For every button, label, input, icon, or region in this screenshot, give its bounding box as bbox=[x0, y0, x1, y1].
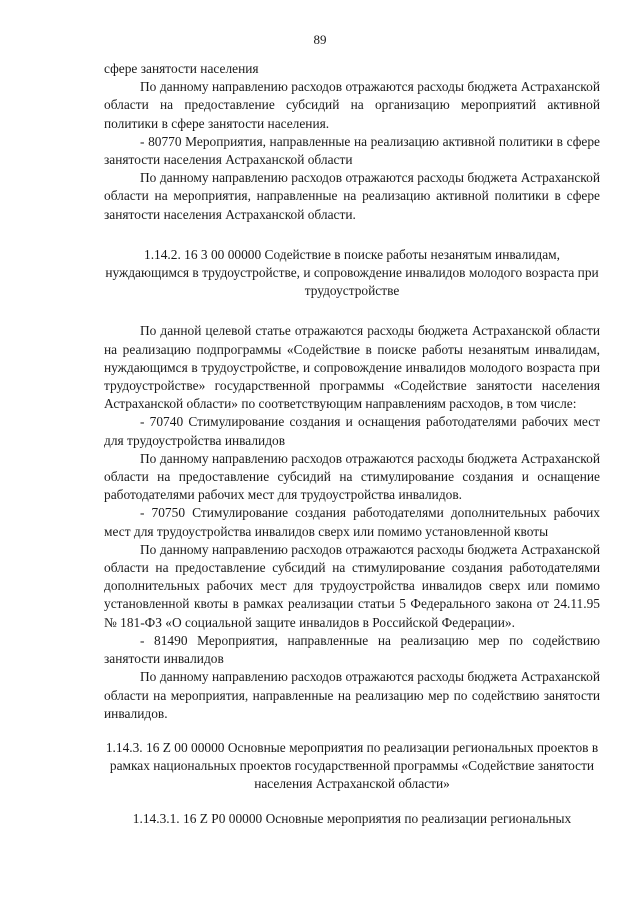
section-heading: 1.14.3.1. 16 Z P0 00000 Основные мероприятия по реализации региональных bbox=[132, 810, 572, 826]
paragraph: - 81490 Мероприятия, направленные на реализацию мер по содействию занятости инвалидов bbox=[104, 632, 600, 667]
spacer bbox=[104, 224, 600, 246]
paragraph: По данной целевой статье отражаются расходы бюджета Астраханской области на реализацию подпрограммы «Содействие в поиске работы незанятым инвалидам, нуждающимся в трудоустройстве, и сопровождение инвалидов молодого возраста при трудоустройстве» государственной программы «Содействие занятости населения Астраханской области» по соответствующим направлениям расходов, в том числе: bbox=[104, 323, 600, 412]
section-heading: 1.14.2. 16 3 00 00000 Содействие в поиске работы незанятым инвалидам, нуждающимся в трудоустройстве, и сопровождение инвалидов молодого возраста при трудоустройстве bbox=[105, 246, 599, 299]
paragraph: По данному направлению расходов отражаются расходы бюджета Астраханской области на предоставление субсидий на организацию мероприятий активной политики в сфере занятости населения. bbox=[104, 79, 600, 131]
paragraph: сфере занятости населения bbox=[104, 61, 259, 76]
paragraph: По данному направлению расходов отражаются расходы бюджета Астраханской области на предоставление субсидий на стимулирование создания и оснащение работодателями рабочих мест для трудоустройства инвалидов. bbox=[104, 450, 600, 503]
section-heading: 1.14.3. 16 Z 00 00000 Основные мероприятия по реализации региональных проектов в рамках национальных проектов государственной программы «Содействие занятости населения Астраханской области» bbox=[105, 739, 599, 792]
spacer bbox=[104, 723, 600, 739]
paragraph: - 80770 Мероприятия, направленные на реализацию активной политики в сфере занятости населения Астраханской области bbox=[104, 133, 600, 168]
document-body bbox=[104, 60, 600, 828]
paragraph: По данному направлению расходов отражаются расходы бюджета Астраханской области на мероприятия, направленные на реализацию мер по содействию занятости инвалидов. bbox=[104, 669, 600, 721]
spacer bbox=[104, 794, 600, 810]
paragraph: По данному направлению расходов отражаются расходы бюджета Астраханской области на предоставление субсидий на стимулирование создания работодателями дополнительных рабочих мест для трудоустройства инвалидов сверх или помимо установленной квоты в рамках реализации статьи 5 Федерального закона от 24.11.95 № 181-ФЗ «О социальной защите инвалидов в Российской Федерации». bbox=[104, 541, 600, 630]
spacer bbox=[104, 300, 600, 322]
page-number: 89 bbox=[313, 32, 327, 47]
paragraph: - 70750 Стимулирование создания работодателями дополнительных рабочих мест для трудоустройства инвалидов сверх или помимо установленной квоты bbox=[104, 505, 600, 539]
paragraph: По данному направлению расходов отражаются расходы бюджета Астраханской области на мероприятия, направленные на реализацию активной политики в сфере занятости населения Астраханской области. bbox=[104, 170, 600, 222]
paragraph: - 70740 Стимулирование создания и оснащения работодателями рабочих мест для трудоустройства инвалидов bbox=[104, 414, 600, 448]
